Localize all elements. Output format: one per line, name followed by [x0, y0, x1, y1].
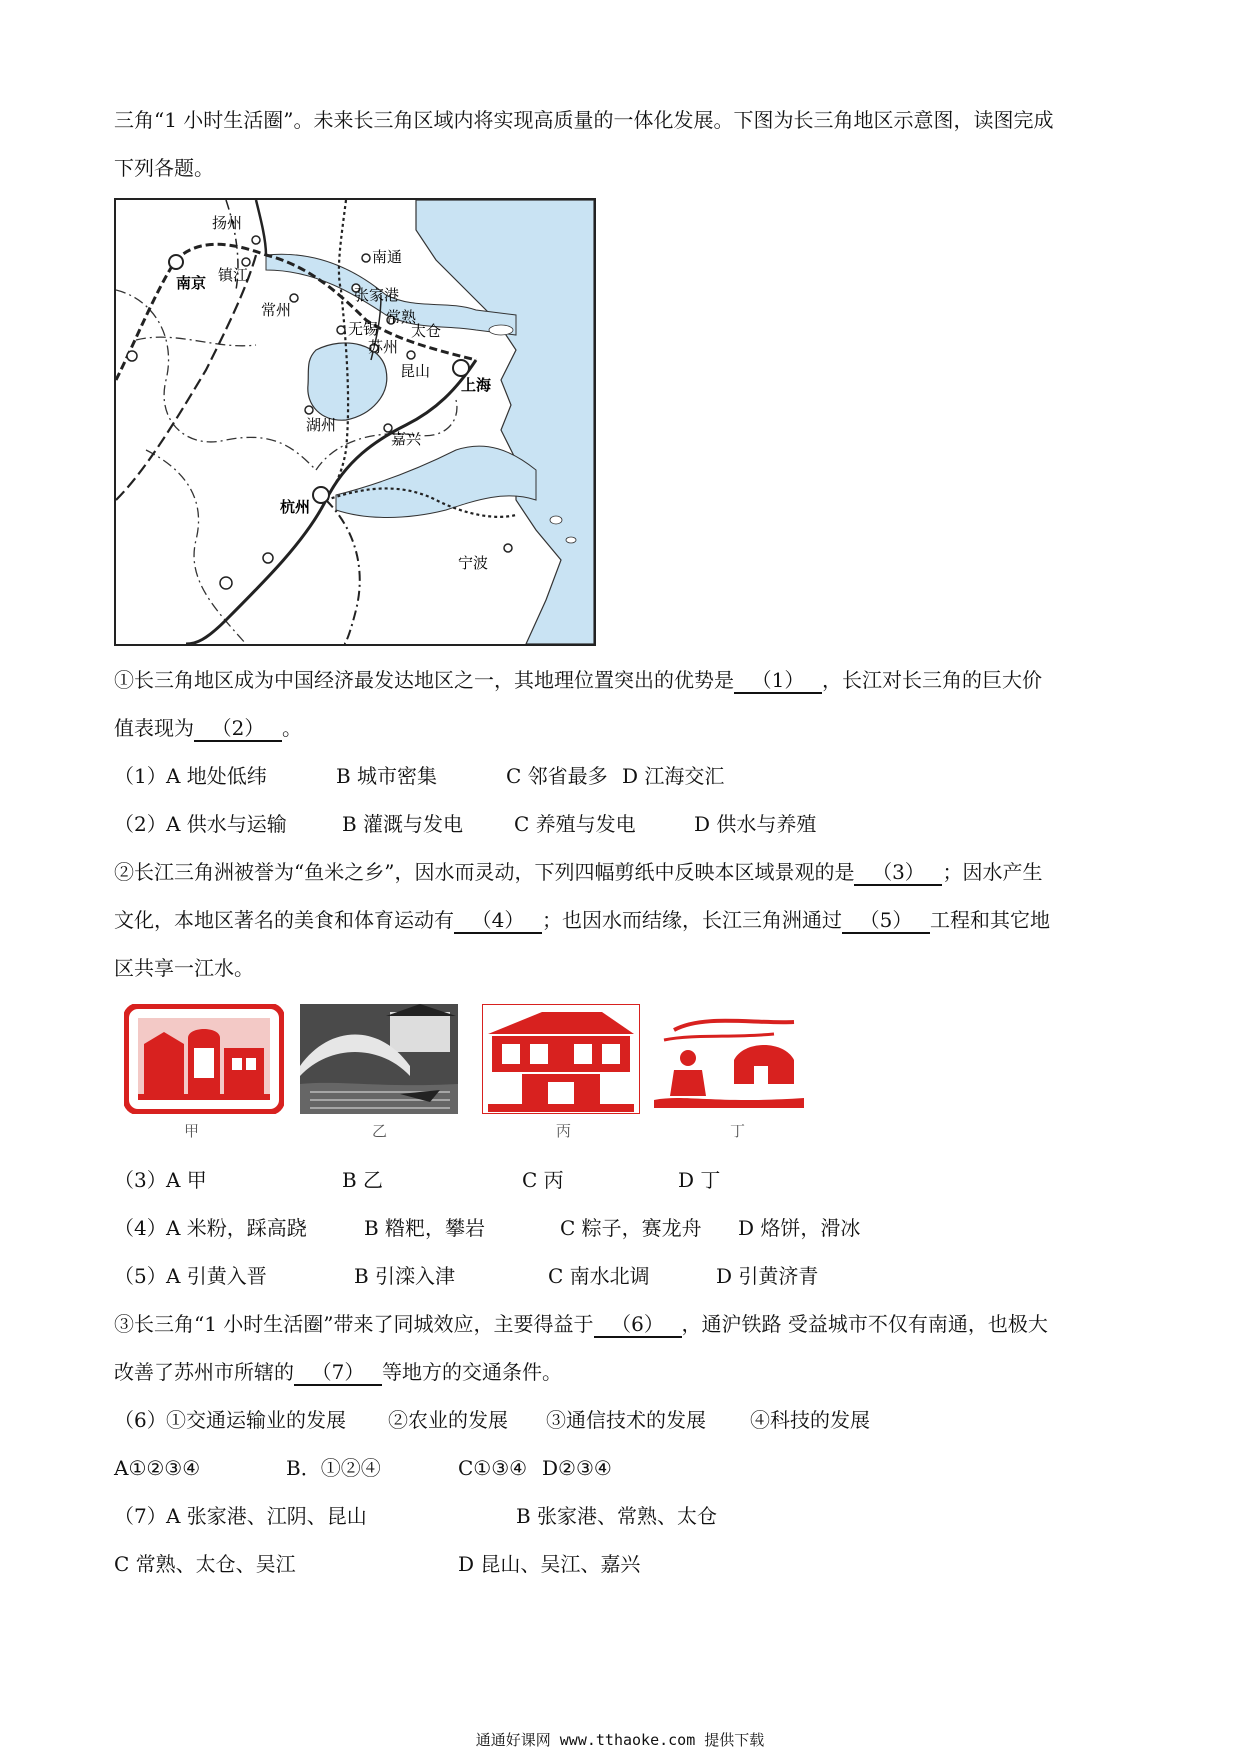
blank-2[interactable]: （2） — [194, 716, 282, 742]
label-yangzhou: 扬州 — [212, 214, 243, 232]
caption-yi: 乙 — [372, 1122, 388, 1140]
option-4b[interactable]: B 糌粑，攀岩 — [364, 1216, 486, 1240]
q3-options-6 — [114, 1454, 1114, 1482]
label-zhenjiang: 镇江 — [218, 266, 249, 284]
option-2d[interactable]: D 供水与养殖 — [694, 812, 817, 836]
province-border — [136, 337, 256, 346]
option-6-item-2: ②农业的发展 — [388, 1408, 508, 1432]
hangzhou-bay — [336, 446, 536, 517]
q3-stem-line-1: ③长三角“1 小时生活圈”带来了同城效应，主要得益于 （6） ，通沪铁路 受益城市不仅有南通，也极大 — [114, 1312, 1048, 1336]
option-7c[interactable]: C 常熟、太仓、吴江 — [114, 1552, 296, 1576]
option-5d[interactable]: D 引黄济青 — [716, 1264, 819, 1288]
label-zhangjiagang: 张家港 — [354, 286, 400, 304]
option-3d[interactable]: D 丁 — [678, 1168, 721, 1192]
label-changzhou: 常州 — [261, 301, 292, 319]
option-3b[interactable]: B 乙 — [342, 1168, 384, 1192]
yangtze-delta-map — [114, 198, 596, 646]
q1-stem-line-2: 值表现为 （2） 。 — [114, 716, 302, 740]
option-6b[interactable]: B．①②④ — [286, 1456, 381, 1480]
blank-7[interactable]: （7） — [294, 1360, 382, 1386]
papercut-yi-svg — [300, 1004, 458, 1114]
option-3a[interactable]: A 甲 — [166, 1168, 207, 1192]
option-5b[interactable]: B 引滦入津 — [354, 1264, 456, 1288]
city-marker-zhenjiang — [242, 258, 250, 266]
option-2c[interactable]: C 养殖与发电 — [514, 812, 636, 836]
option-6-item-4: ④科技的发展 — [750, 1408, 870, 1432]
q2-options-4: （4） A 米粉，踩高跷 B 糌粑，攀岩 C 粽子，赛龙舟 D 烙饼，滑冰 — [114, 1216, 861, 1240]
label-taicang: 太仓 — [411, 322, 442, 340]
option-2a[interactable]: A 供水与运输 — [166, 812, 287, 836]
q3-options-6-items: （6） ①交通运输业的发展 ②农业的发展 ③通信技术的发展 ④科技的发展 — [114, 1408, 870, 1432]
caption-jia: 甲 — [184, 1122, 200, 1140]
option-6d[interactable]: D②③④ — [542, 1456, 612, 1480]
blank-4[interactable]: （4） — [454, 908, 542, 934]
option-5a[interactable]: A 引黄入晋 — [166, 1264, 267, 1288]
island — [489, 325, 513, 335]
q2-options-3: （3） A 甲 B 乙 C 丙 D 丁 — [114, 1168, 721, 1192]
papercut-ding — [654, 1004, 804, 1114]
blank-6[interactable]: （6） — [594, 1312, 682, 1338]
option-7a[interactable]: A 张家港、江阴、昆山 — [166, 1504, 367, 1528]
option-5c[interactable]: C 南水北调 — [548, 1264, 650, 1288]
papercut-yi — [300, 1004, 458, 1114]
label-ningbo: 宁波 — [458, 554, 489, 572]
label-jiaxing: 嘉兴 — [391, 430, 422, 448]
q1-stem-line-1: ①长三角地区成为中国经济最发达地区之一，其地理位置突出的优势是 （1） ，长江对长三角的巨大价 — [114, 668, 1042, 692]
papercut-jia — [124, 1004, 284, 1114]
city-marker-hangzhou — [313, 487, 329, 503]
railway — [256, 200, 266, 255]
option-1a[interactable]: A 地处低纬 — [166, 764, 267, 788]
city-marker-wuxi — [337, 326, 345, 334]
q2-options-5: （5） A 引黄入晋 B 引滦入津 C 南水北调 D 引黄济青 — [114, 1264, 819, 1288]
blank-3[interactable]: （3） — [854, 860, 942, 886]
option-1b[interactable]: B 城市密集 — [336, 764, 438, 788]
label-huzhou: 湖州 — [306, 416, 337, 434]
option-7d[interactable]: D 昆山、吴江、嘉兴 — [458, 1552, 641, 1576]
label-nanjing: 南京 — [176, 274, 207, 292]
option-1d[interactable]: D 江海交汇 — [622, 764, 725, 788]
city-marker-yangzhou — [252, 236, 260, 244]
option-6c[interactable]: C①③④ — [458, 1456, 528, 1480]
q2-stem-line-3: 区共享一江水。 — [114, 956, 254, 980]
sea-area — [416, 200, 594, 644]
city-marker-ningbo — [504, 544, 512, 552]
page-footer: 通通好课网 www.tthaoke.com 提供下载 — [475, 1731, 765, 1749]
option-4d[interactable]: D 烙饼，滑冰 — [738, 1216, 861, 1240]
caption-bing: 丙 — [556, 1122, 572, 1140]
label-shanghai: 上海 — [461, 376, 492, 394]
city-marker-shanghai — [453, 360, 469, 376]
city-marker-changzhou — [290, 294, 298, 302]
option-1c[interactable]: C 邻省最多 — [506, 764, 608, 788]
label-nantong: 南通 — [372, 248, 403, 266]
q2-stem-line-2: 文化，本地区著名的美食和体育运动有 （4） ；也因水而结缘，长江三角洲通过 （5） 工程和其它地 — [114, 908, 1050, 932]
railway — [326, 500, 360, 644]
option-6-item-3: ③通信技术的发展 — [546, 1408, 706, 1432]
label-kunshan: 昆山 — [400, 362, 431, 380]
papercut-ding-svg — [654, 1004, 804, 1114]
q3-stem-line-2: 改善了苏州市所辖的 （7） 等地方的交通条件。 — [114, 1360, 562, 1384]
intro-line-1: 三角“1 小时生活圈”。未来长三角区域内将实现高质量的一体化发展。下图为长三角地区示意图，读图完成 — [114, 108, 1054, 132]
q1-options-1: （1） A 地处低纬 B 城市密集 C 邻省最多 D 江海交汇 — [114, 764, 725, 788]
city-marker — [263, 553, 273, 563]
city-marker — [127, 351, 137, 361]
option-2b[interactable]: B 灌溉与发电 — [342, 812, 464, 836]
city-marker-nantong — [362, 254, 370, 262]
label-suzhou: 苏州 — [368, 338, 399, 356]
label-wuxi: 无锡 — [348, 320, 379, 338]
island — [550, 516, 562, 524]
papercut-bing — [482, 1004, 640, 1114]
q1-options-2: （2） A 供水与运输 B 灌溉与发电 C 养殖与发电 D 供水与养殖 — [114, 812, 817, 836]
label-hangzhou: 杭州 — [280, 498, 311, 516]
caption-ding: 丁 — [730, 1122, 746, 1140]
option-4a[interactable]: A 米粉，踩高跷 — [166, 1216, 307, 1240]
blank-1[interactable]: （1） — [734, 668, 822, 694]
papercut-jia-svg — [124, 1004, 284, 1114]
blank-5[interactable]: （5） — [842, 908, 930, 934]
q3-options-7-row-1: （7） A 张家港、江阴、昆山 B 张家港、常熟、太仓 — [114, 1504, 718, 1528]
option-7b[interactable]: B 张家港、常熟、太仓 — [516, 1504, 718, 1528]
option-4c[interactable]: C 粽子，赛龙舟 — [560, 1216, 702, 1240]
city-marker — [220, 577, 232, 589]
city-marker-nanjing — [169, 255, 183, 269]
q3-options-7-row-2 — [114, 1550, 1114, 1578]
intro-line-2: 下列各题。 — [114, 156, 214, 180]
option-6a[interactable]: A①②③④ — [114, 1456, 201, 1480]
option-3c[interactable]: C 丙 — [522, 1168, 564, 1192]
city-marker-huzhou — [305, 406, 313, 414]
papercut-bing-svg — [482, 1004, 640, 1114]
option-6-item-1: ①交通运输业的发展 — [166, 1408, 346, 1432]
q2-stem-line-1: ②长江三角洲被誉为“鱼米之乡”，因水而灵动，下列四幅剪纸中反映本区域景观的是 （3） ；因水产生 — [114, 860, 1043, 884]
map-svg — [116, 200, 594, 644]
label-changshu: 常熟 — [386, 308, 417, 326]
island — [566, 537, 576, 543]
city-marker-kunshan — [407, 351, 415, 359]
